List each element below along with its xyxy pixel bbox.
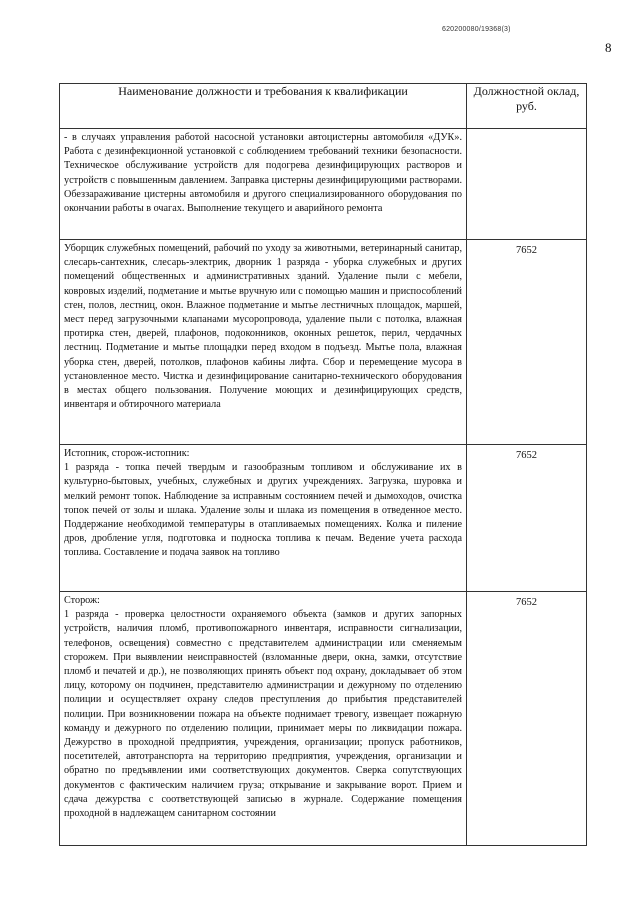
table-header-row — [60, 84, 587, 129]
table-row — [60, 445, 587, 592]
salary-cell: 7652 — [467, 445, 587, 592]
document-id: 620200080/19368(3) — [442, 26, 511, 33]
page-number: 8 — [605, 40, 612, 55]
position-column-header: Наименование должности и требования к квалификации — [60, 84, 467, 129]
position-description: Уборщик служебных помещений, рабочий по уходу за животными, ветеринарный санитар, слесарь-сантехник, слесарь-электрик, дворник 1 разряда - уборка служебных и других помещений общественных и административных зданий. Удаление пыли с мебели, ковровых изделий, подметание и мытье вручную или с помощью машин и приспособлений стен, полов, лестниц, окон. Влажное подметание и мытье лестничных площадок, маршей, мест перед загрузочными клапанами мусоропровода, удаление пыли с потолка, влажная протирка стен, дверей, плафонов, подоконников, оконных решеток, перил, чердачных лестниц. Подметание и мытье площадки перед входом в подъезд. Мытье пола, влажная уборка стен, дверей, потолков, плафонов кабины лифта. Сбор и перемещение мусора в установленное место. Чистка и дезинфицирование санитарно-технического оборудования в местах общего пользования. Получение моющих и дезинфицирующих средств, инвентаря и обтирочного материала — [60, 240, 467, 445]
table-row — [60, 592, 587, 846]
salary-cell — [467, 129, 587, 240]
salary-cell: 7652 — [467, 592, 587, 846]
table-row — [60, 129, 587, 240]
qualification-table — [59, 83, 587, 846]
position-description: Сторож: 1 разряда - проверка целостности охраняемого объекта (замков и других запорных устройств, наличия пломб, противопожарного инвентаря, исправности сигнализации, телефонов, освещения) совместно с представителем администрации или сменяемым сторожем. При выявлении неисправностей (взломанные двери, окна, замки, отсутствие пломб и печатей и др.), не позволяющих принять объект под охрану, докладывает об этом лицу, которому он подчинен, представителю администрации и дежурному по отделению полиции и осуществляет охрану следов преступления до прибытия представителей полиции. При возникновении пожара на объекте поднимает тревогу, извещает пожарную команду и дежурного по отделению полиции, принимает меры по ликвидации пожара. Дежурство в проходной предприятия, учреждения, организации; пропуск работников, посетителей, автотранспорта на территорию предприятия, учреждения, организации и обратно по предъявлении ими соответствующих документов. Сверка сопутствующих документов с фактическим наличием груза; открывание и закрывание ворот. Прием и сдача дежурства с соответствующей записью в журнале. Содержание помещения проходной в надлежащем санитарном состоянии — [60, 592, 467, 846]
salary-cell: 7652 — [467, 240, 587, 445]
table-row — [60, 240, 587, 445]
position-description: Истопник, сторож-истопник: 1 разряда - топка печей твердым и газообразным топливом и обслуживание их в культурно-бытовых, учебных, служебных и других учреждениях. Загрузка, шуровка и мелкий ремонт топок. Наблюдение за исправным состоянием печей и дымоходов, очистка топок печей от золы и шлака. Удаление золы и шлака из помещения в отведенное место. Поддержание необходимой температуры в отапливаемых помещениях. Колка и пиление дров, дробление угля, подготовка и подноска топлива к печам. Ведение учета расхода топлива. Составление и подача заявок на топливо — [60, 445, 467, 592]
salary-column-header: Должностной оклад, руб. — [467, 84, 587, 129]
position-description: - в случаях управления работой насосной установки автоцистерны автомобиля «ДУК». Работа с дезинфекционной установкой с соблюдением требований техники безопасности. Техническое обслуживание устройств для подогрева дезинфицирующих растворов и устройств с повышенным давлением. Заправка цистерны дезинфицирующими растворами. Обеззараживание цистерны автомобиля и другого специализированного оборудования по окончании работы в очагах. Выполнение текущего и аварийного ремонта — [60, 129, 467, 240]
